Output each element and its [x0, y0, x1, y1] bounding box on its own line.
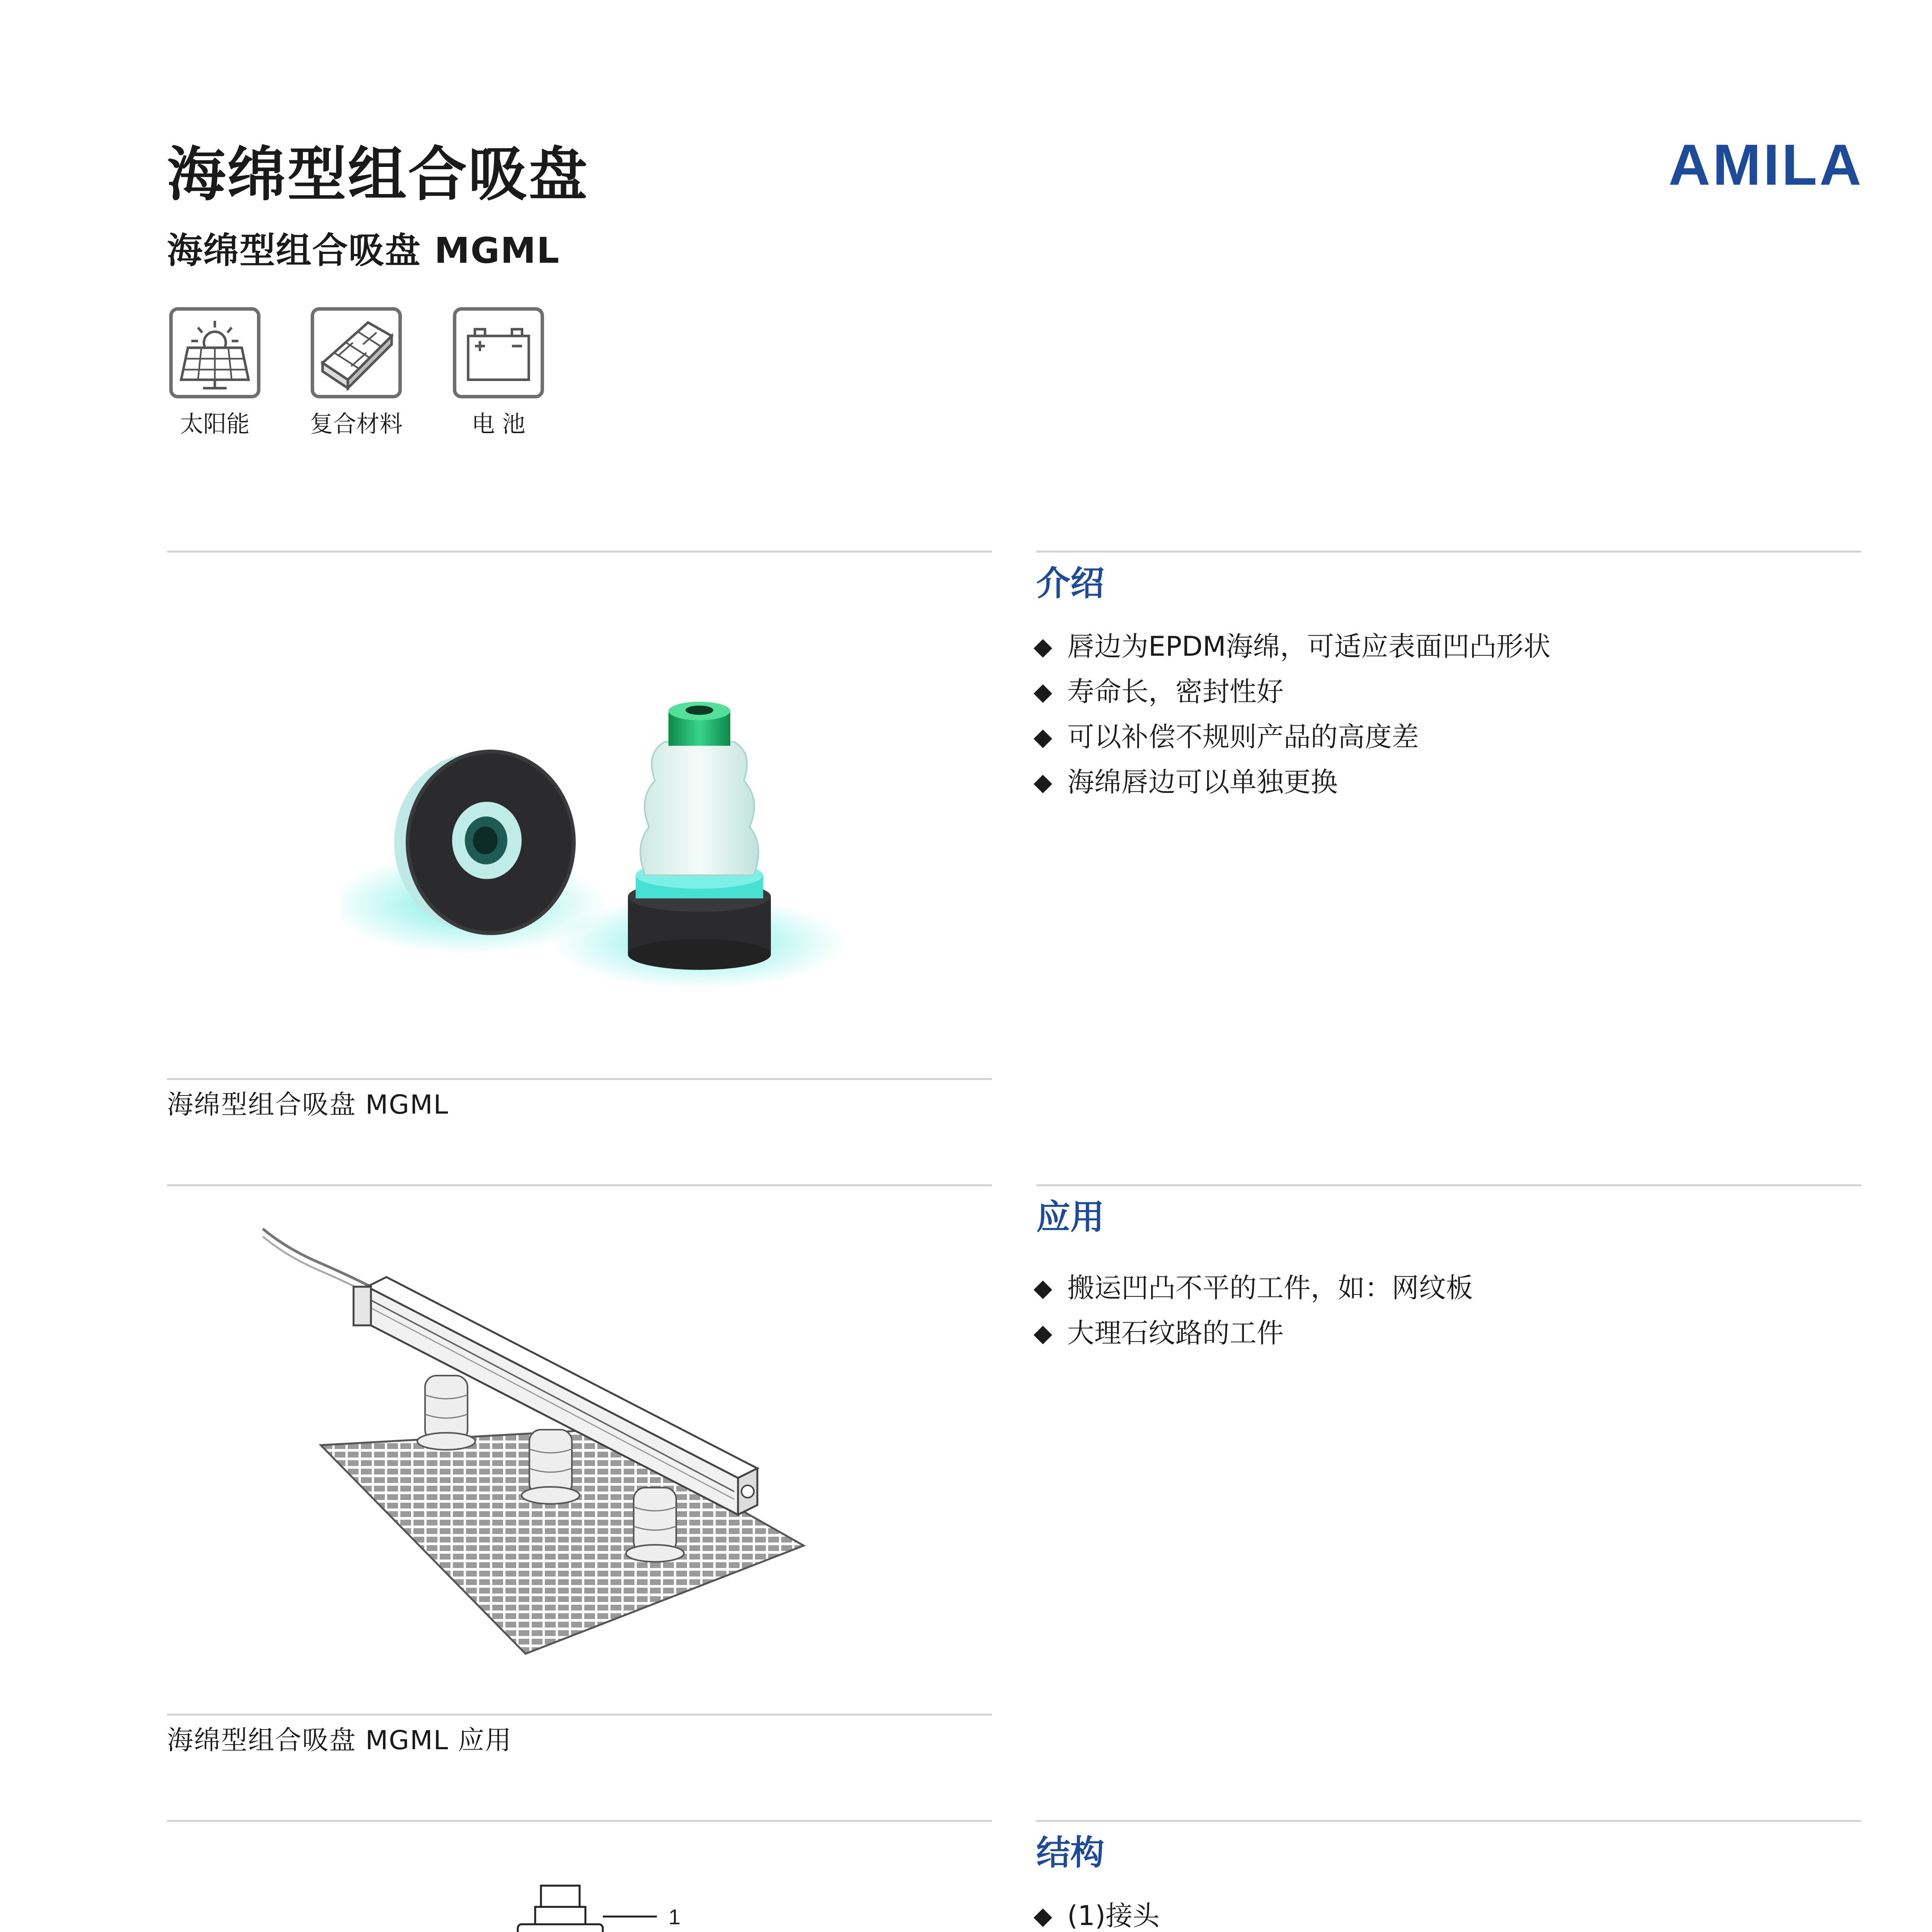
bullet-icon — [1034, 775, 1052, 793]
list-item: 唇边为EPDM海绵，可适应表面凹凸形状 — [1032, 624, 1551, 669]
industry-label-composite: 复合材料 — [310, 411, 403, 438]
callout-label: 1 — [668, 1905, 681, 1929]
divider — [167, 551, 992, 553]
application-list — [1032, 1265, 1473, 1356]
divider — [167, 1714, 992, 1716]
composite-material-icon — [311, 307, 402, 398]
page-subtitle: 海绵型组合吸盘 MGML — [167, 230, 560, 271]
list-item: (1)接头 — [1032, 1893, 1187, 1932]
divider — [167, 1820, 992, 1822]
list-item: 搬运凹凸不平的工件，如：网纹板 — [1032, 1265, 1473, 1311]
solar-panel-icon — [169, 307, 260, 398]
divider — [167, 1184, 992, 1186]
list-item: 大理石纹路的工件 — [1032, 1311, 1473, 1356]
industry-label-battery: 电 池 — [471, 411, 526, 438]
list-item: 寿命长，密封性好 — [1032, 669, 1551, 714]
section-title-application: 应用 — [1036, 1197, 1105, 1237]
divider — [1036, 551, 1861, 553]
structure-list — [1032, 1893, 1187, 1932]
bullet-icon — [1034, 1281, 1052, 1299]
section-title-intro: 介绍 — [1036, 563, 1105, 603]
divider — [167, 1078, 992, 1080]
intro-list — [1032, 624, 1551, 805]
industry-label-solar: 太阳能 — [180, 411, 250, 438]
divider — [1036, 1184, 1861, 1186]
product-photo — [340, 665, 881, 1012]
list-item: 海绵唇边可以单独更换 — [1032, 760, 1551, 805]
bullet-icon — [1034, 1908, 1052, 1927]
section-title-structure: 结构 — [1036, 1833, 1105, 1872]
bullet-icon — [1034, 730, 1052, 748]
image-caption: 海绵型组合吸盘 MGML 应用 — [167, 1725, 512, 1756]
page-title: 海绵型组合吸盘 — [167, 140, 589, 209]
brand-logo: AMILA — [1668, 132, 1864, 197]
battery-icon — [453, 307, 544, 398]
image-caption: 海绵型组合吸盘 MGML — [167, 1090, 449, 1120]
exploded-view-diagram — [464, 1878, 734, 1932]
application-illustration — [255, 1221, 827, 1665]
bullet-icon — [1034, 684, 1052, 703]
bullet-icon — [1034, 639, 1052, 658]
bullet-icon — [1034, 1326, 1052, 1344]
list-item: 可以补偿不规则产品的高度差 — [1032, 714, 1551, 760]
divider — [1036, 1820, 1861, 1822]
